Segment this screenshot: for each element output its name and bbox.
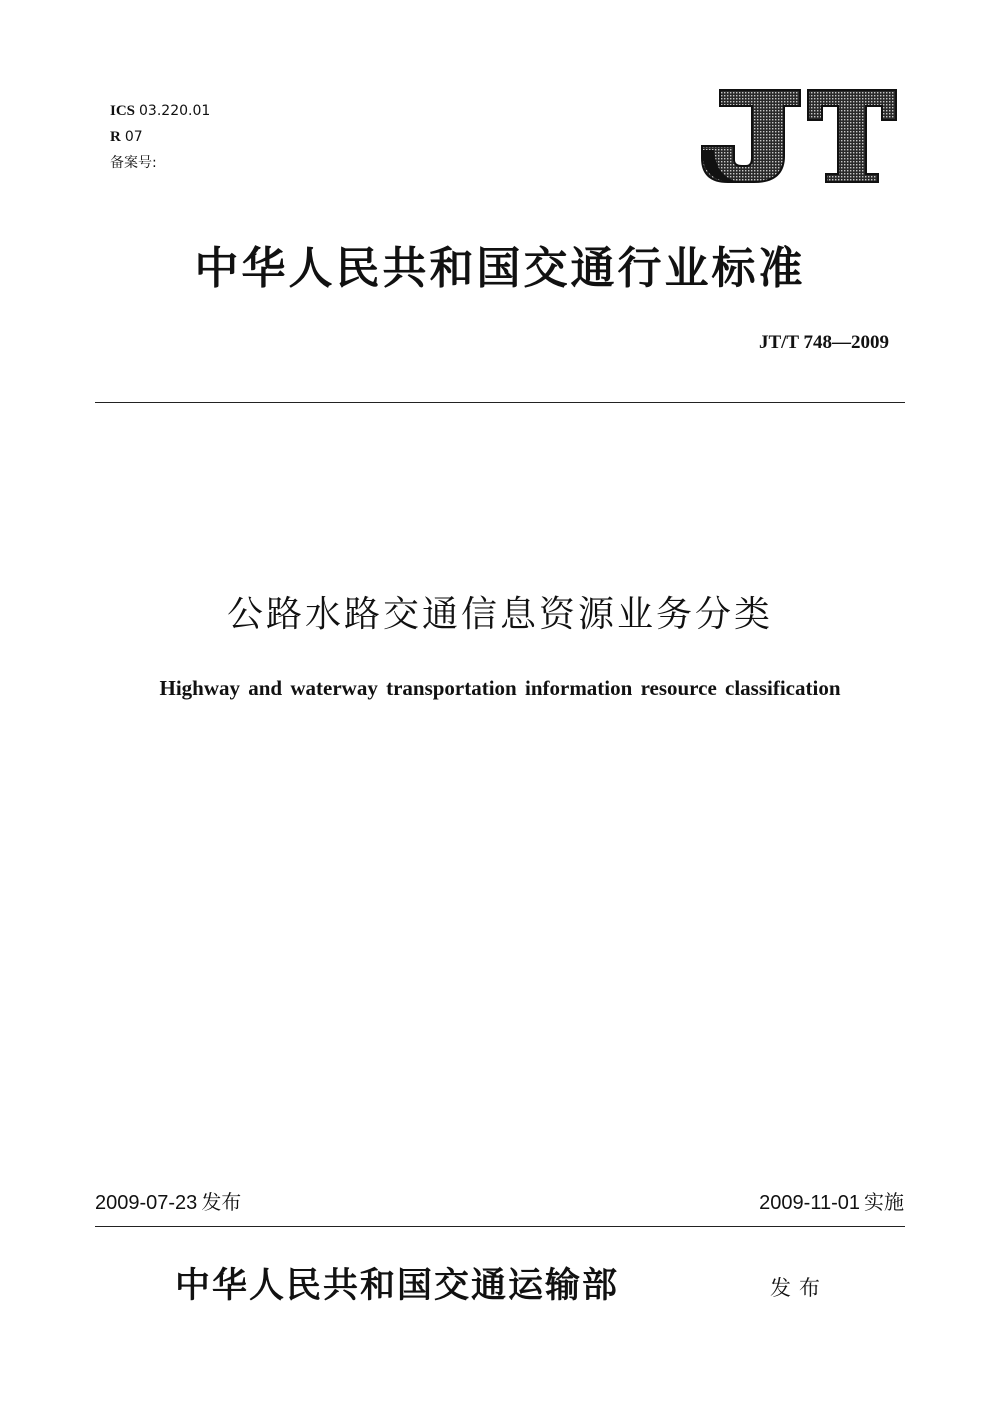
ccs-key: R	[110, 129, 121, 145]
bottom-divider	[95, 1226, 905, 1227]
issuing-authority: 中华人民共和国交通运输部	[175, 1266, 620, 1306]
document-title-english: Highway and waterway transportation information resource classification	[159, 676, 841, 700]
ics-line	[110, 98, 210, 124]
issue-action: 发布	[770, 1276, 828, 1300]
document-title-chinese: 公路水路交通信息资源业务分类	[226, 594, 773, 635]
logo-letter-j	[702, 90, 800, 182]
ccs-value: 07	[124, 129, 143, 145]
ics-key: ICS	[110, 103, 136, 119]
effective-date-label: 实施	[864, 1190, 904, 1214]
release-date-value: 2009-07-23	[95, 1192, 198, 1214]
ccs-line	[110, 124, 210, 150]
release-date	[95, 1186, 241, 1215]
effective-date	[759, 1186, 904, 1215]
record-number-label: 备案号:	[110, 155, 157, 171]
standard-number: JT/T 748—2009	[758, 332, 889, 353]
top-divider	[95, 402, 905, 403]
release-date-label: 发布	[201, 1190, 242, 1214]
record-number-line	[110, 150, 210, 176]
logo-letter-t	[808, 90, 896, 182]
classification-block	[110, 98, 210, 176]
standard-category-title: 中华人民共和国交通行业标准	[194, 243, 806, 294]
effective-date-value: 2009-11-01	[759, 1192, 860, 1214]
jt-logo	[700, 86, 898, 186]
ics-value: 03.220.01	[139, 103, 211, 119]
